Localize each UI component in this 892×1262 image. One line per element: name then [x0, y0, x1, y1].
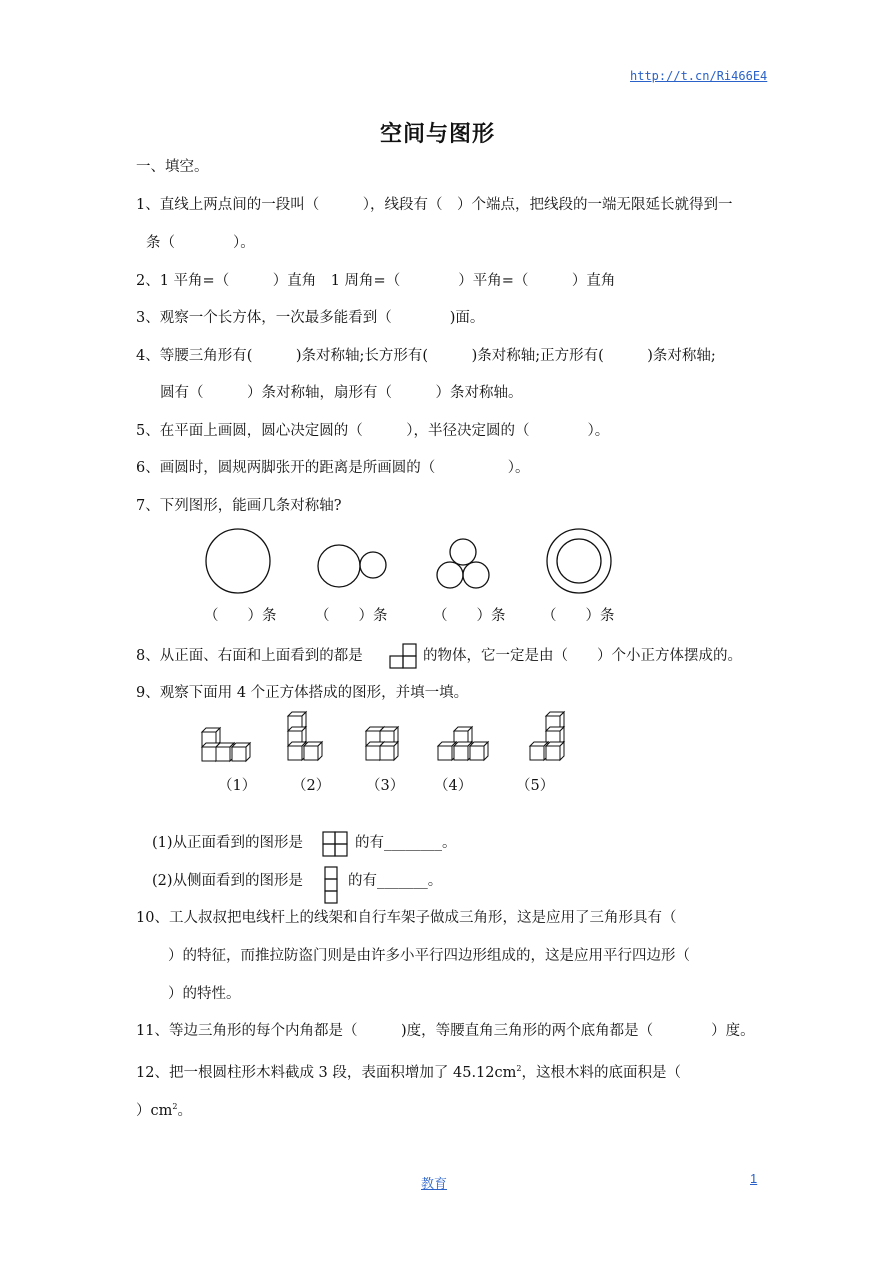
- q9-label-3: （3）: [366, 778, 405, 794]
- q9-cube-figures: [0, 708, 892, 768]
- q9-figure-3: [366, 727, 398, 760]
- q7-shape-2-small-circle: [360, 552, 386, 578]
- q7-answer-3: （ ）条: [433, 608, 506, 624]
- question-3: 3、观察一个长方体，一次最多能看到（ )面。: [136, 310, 485, 326]
- question-10-line-1: 10、工人叔叔把电线杆上的线架和自行车架子做成三角形，这是应用了三角形具有（: [136, 910, 677, 926]
- q12-line2-after: 。: [177, 1103, 192, 1119]
- q12-line1-before: 12、把一根圆柱形木料截成 3 段，表面积增加了 45.12cm: [136, 1065, 517, 1081]
- header-url-link[interactable]: http://t.cn/Ri466E4: [630, 69, 768, 83]
- question-9: 9、观察下面用 4 个正方体搭成的图形，并填一填。: [136, 685, 469, 701]
- q7-shape-3-top-circle: [450, 539, 476, 565]
- question-8-after: 的物体，它一定是由（ ）个小正方体摆成的。: [423, 648, 742, 664]
- q7-answer-1: （ ）条: [204, 608, 277, 624]
- q9-figure-2: [288, 712, 322, 760]
- q7-shape-4-inner-circle: [557, 539, 601, 583]
- q9-sub-2-before: (2)从侧面看到的图形是: [152, 873, 304, 889]
- q9-sub-1-before: (1)从正面看到的图形是: [152, 835, 304, 851]
- q9-sub-2-after: 的有_______。: [348, 873, 443, 889]
- q9-label-4: （4）: [434, 778, 473, 794]
- section-heading: 一、填空。: [136, 159, 209, 175]
- question-2: 2、1 平角=（ ）直角 1 周角=（ ）平角=（ ）直角: [136, 273, 616, 289]
- q9-figure-5: [530, 712, 564, 760]
- q12-line2-before: ）cm: [136, 1103, 173, 1119]
- q7-answer-2: （ ）条: [315, 608, 388, 624]
- question-12-line-1: [136, 1059, 681, 1083]
- page-title: 空间与图形: [380, 122, 496, 147]
- q7-answer-4: （ ）条: [542, 608, 615, 624]
- q12-line1-sup: 2: [516, 1064, 522, 1073]
- q7-shape-1-large-circle: [206, 529, 270, 593]
- question-1-line-1: 1、直线上两点间的一段叫（ ），线段有（ ）个端点，把线段的一端无限延长就得到一: [136, 197, 733, 213]
- question-10-line-2: ）的特征，而推拉防盗门则是由许多小平行四边形组成的，这是应用平行四边形（: [168, 948, 690, 964]
- question-11: 11、等边三角形的每个内角都是（ )度，等腰直角三角形的两个底角都是（ ）度。: [136, 1023, 755, 1039]
- question-1-line-2: 条（ ）。: [146, 235, 255, 251]
- q9-column-1x3-icon: [324, 866, 340, 906]
- page-number: 1: [750, 1171, 758, 1186]
- footer-link[interactable]: 教育: [421, 1177, 448, 1192]
- question-10-line-3: ）的特性。: [168, 986, 241, 1002]
- question-5: 5、在平面上画圆，圆心决定圆的（ ），半径决定圆的（ ）。: [136, 423, 610, 439]
- q7-shape-3-left-circle: [437, 562, 463, 588]
- q7-shape-3-right-circle: [463, 562, 489, 588]
- question-4-line-1: 4、等腰三角形有( )条对称轴;长方形有( )条对称轴;正方形有( )条对称轴;: [136, 348, 716, 364]
- q9-label-2: （2）: [292, 778, 331, 794]
- q12-line1-after: ，这根木料的底面积是（: [521, 1065, 681, 1081]
- q9-label-5: （5）: [516, 778, 555, 794]
- question-8-before: 8、从正面、右面和上面看到的都是: [136, 648, 363, 664]
- q9-label-1: （1）: [218, 778, 257, 794]
- q7-shape-2-big-circle: [318, 545, 360, 587]
- q9-figure-4: [438, 727, 488, 760]
- question-12-line-2: [136, 1097, 192, 1121]
- question-6: 6、画圆时，圆规两脚张开的距离是所画圆的（ ）。: [136, 460, 530, 476]
- q7-shapes-figure: [0, 520, 892, 600]
- q9-figure-1: [202, 728, 250, 761]
- q8-lshape-icon: [390, 643, 420, 671]
- q9-sub-1-after: 的有________。: [355, 835, 457, 851]
- question-4-line-2: 圆有（ ）条对称轴，扇形有（ ）条对称轴。: [160, 385, 523, 401]
- q9-square-2x2-icon: [322, 831, 352, 859]
- question-7: 7、下列图形，能画几条对称轴?: [136, 498, 342, 514]
- q12-line2-sup: 2: [172, 1102, 178, 1111]
